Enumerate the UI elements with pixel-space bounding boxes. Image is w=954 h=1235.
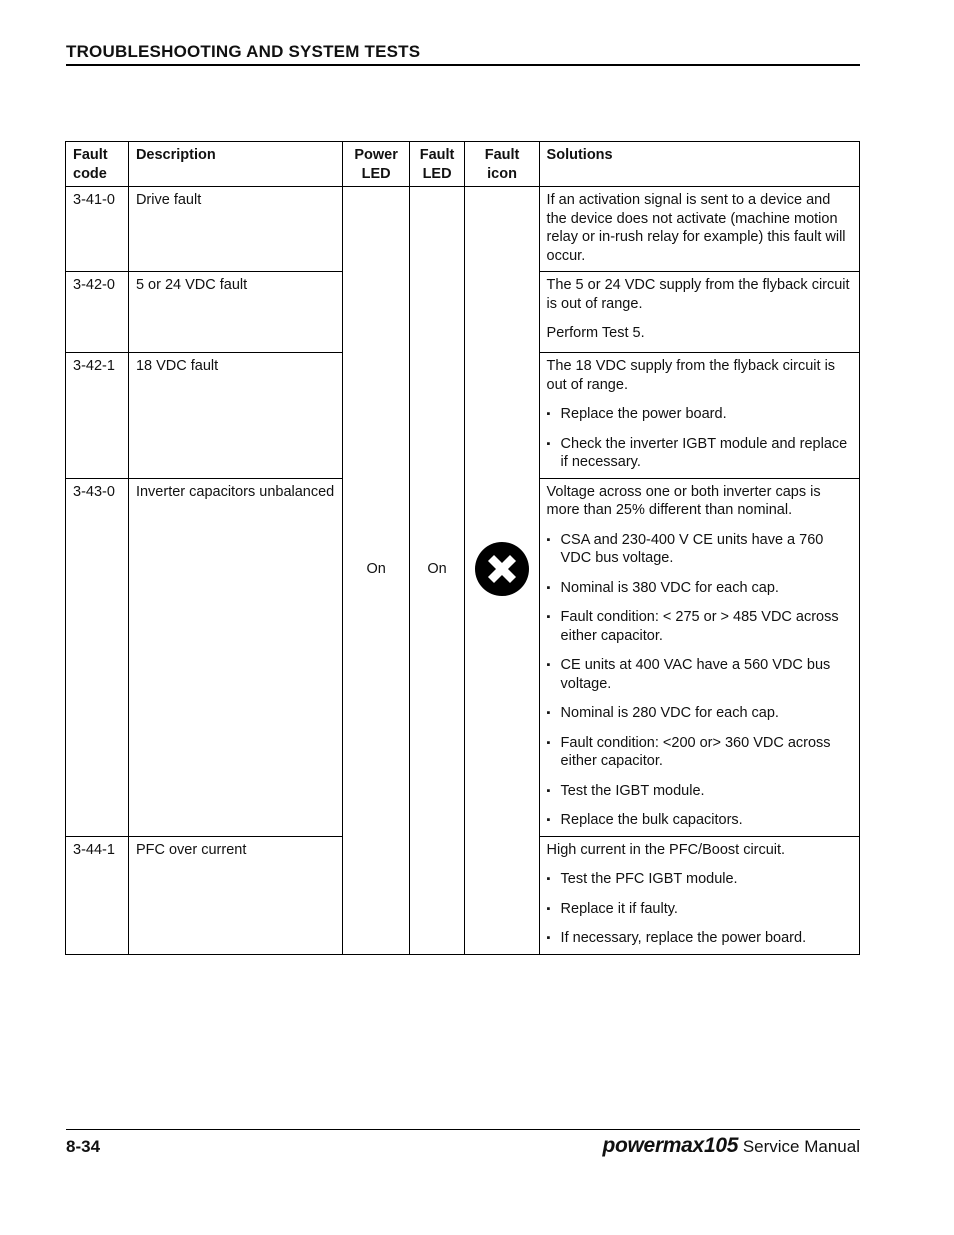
solution-text: High current in the PFC/Boost circuit. [546,841,786,858]
fault-led-cell: On [409,187,464,955]
solution-bullets [547,405,853,472]
solution-text: Voltage across one or both inverter caps is more than 25% different than nominal. [546,483,821,518]
fault-table [65,141,860,955]
solutions-cell [539,353,859,479]
solution-bullet: ▪ Nominal is 380 VDC for each cap. [547,579,853,598]
solution-bullet: ▪ Test the IGBT module. [547,782,853,801]
description-cell: Inverter capacitors unbalanced [128,478,342,836]
fault-code-cell: 3-42-1 [66,353,129,479]
fault-code-cell: 3-43-0 [66,478,129,836]
solutions-cell [539,836,859,954]
section-title: TROUBLESHOOTING AND SYSTEM TESTS [66,42,860,66]
table-header-row [66,142,860,187]
fault-code-cell: 3-44-1 [66,836,129,954]
power-led-cell: On [342,187,409,955]
fault-code-cell: 3-41-0 [66,187,129,272]
table-row [66,187,860,272]
solution-bullet: ▪ CE units at 400 VAC have a 560 VDC bus voltage. [547,656,853,693]
solution-bullet: ▪ Replace the power board. [547,405,853,424]
solution-bullet: ▪ Replace it if faulty. [547,900,853,919]
fault-icon-cell [464,187,539,955]
description-cell: 18 VDC fault [128,353,342,479]
solution-bullet: ▪ Replace the bulk capacitors. [547,811,853,830]
header-solutions: Solutions [539,142,859,187]
solution-bullet: ▪ CSA and 230-400 V CE units have a 760 VDC bus voltage. [547,531,853,568]
solution-text: If an activation signal is sent to a device and the device does not activate (machine motion relay or in-rush relay for example) this fault will occur. [546,192,846,264]
header-fault-icon: Fault icon [464,142,539,187]
solution-text: The 18 VDC supply from the flyback circuit is out of range. [546,358,836,393]
page-number: 8-34 [66,1137,101,1156]
solutions-cell [539,187,859,272]
solution-bullet: ▪ Fault condition: <200 or> 360 VDC across either capacitor. [547,734,853,771]
solutions-cell [539,478,859,836]
header-fault-code: Fault code [66,142,129,187]
header-power-led: Power LED [342,142,409,187]
solution-text: The 5 or 24 VDC supply from the flyback circuit is out of range. [546,277,850,312]
manual-label: Service Manual [742,1137,860,1156]
solutions-cell [539,272,859,353]
product-name: powermax105 [602,1134,739,1157]
solution-bullet: ▪ Fault condition: < 275 or > 485 VDC across either capacitor. [547,608,853,645]
description-cell: PFC over current [128,836,342,954]
solution-bullet: ▪ Test the PFC IGBT module. [547,870,853,889]
solution-bullet: ▪ Nominal is 280 VDC for each cap. [547,704,853,723]
footer-brand [602,1134,860,1158]
solution-text: Perform Test 5. [546,325,645,341]
header-fault-led: Fault LED [409,142,464,187]
solution-bullet: ▪ If necessary, replace the power board. [547,929,853,948]
description-cell: Drive fault [128,187,342,272]
footer-divider [66,1129,860,1130]
x-circle-icon [474,541,530,597]
solution-bullets [547,531,853,830]
solution-bullets [547,870,853,948]
fault-code-cell: 3-42-0 [66,272,129,353]
header-description: Description [128,142,342,187]
solution-bullet: ▪ Check the inverter IGBT module and replace if necessary. [547,435,853,472]
description-cell: 5 or 24 VDC fault [128,272,342,353]
